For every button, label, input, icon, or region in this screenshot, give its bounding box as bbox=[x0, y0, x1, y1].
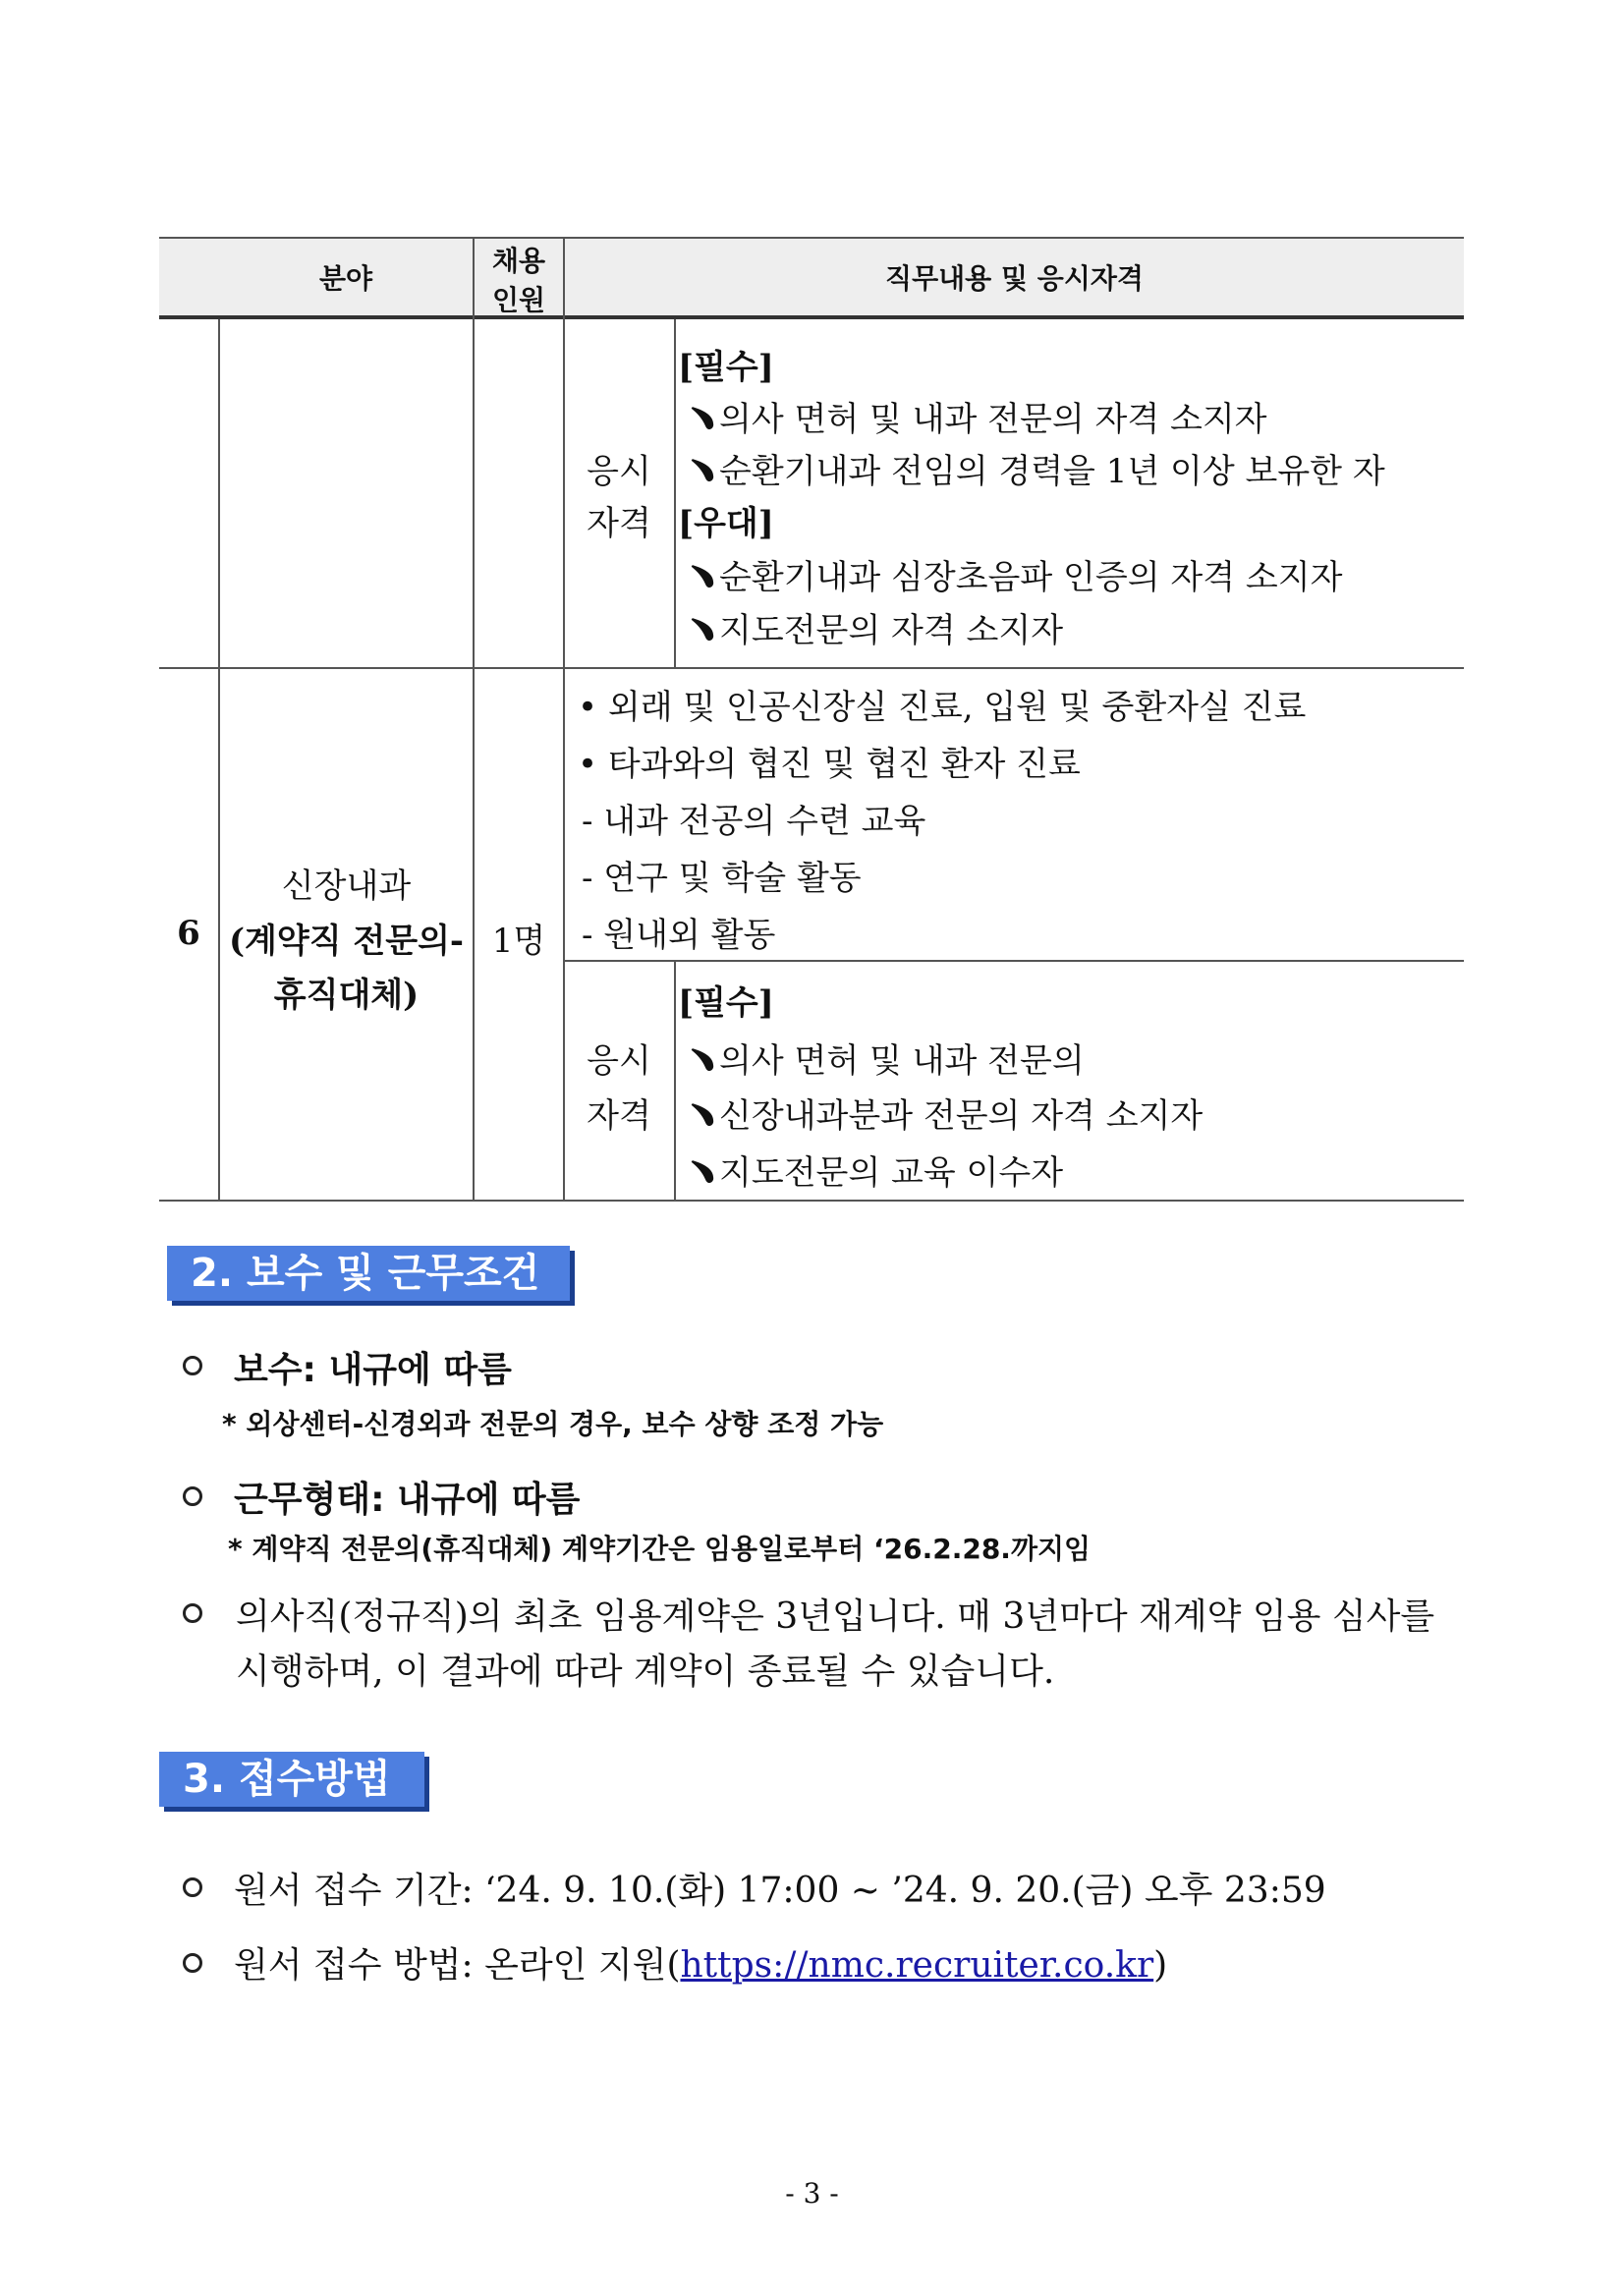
work-note: * 계약직 전문의(휴직대체) 계약기간은 임용일로부터 ‘26.2.28.까지임 bbox=[228, 1533, 1092, 1565]
method-item bbox=[234, 1937, 1167, 1988]
recruit-link[interactable]: https://nmc.recruiter.co.kr bbox=[680, 1945, 1154, 1986]
qual-line: ﹅순환기내과 심장초음파 인증의 자격 소지자 bbox=[686, 558, 1343, 597]
qual-label-row6-1: 응시 bbox=[587, 1041, 651, 1081]
qual-line: ﹅신장내과분과 전문의 자격 소지자 bbox=[686, 1096, 1204, 1136]
headcount: 1명 bbox=[491, 922, 546, 961]
row-number: 6 bbox=[177, 914, 200, 953]
col-divider-3 bbox=[563, 239, 565, 1202]
header-count-2: 인원 bbox=[491, 284, 546, 316]
field-name: 신장내과 bbox=[281, 867, 412, 906]
pay-note: * 외상센터-신경외과 전문의 경우, 보수 상향 조정 가능 bbox=[222, 1408, 884, 1440]
duty-item: • 외래 및 인공신장실 진료, 입원 및 중환자실 진료 bbox=[578, 688, 1307, 727]
circle-bullet-icon bbox=[183, 1486, 202, 1506]
contract-text-2: 시행하며, 이 결과에 따라 계약이 종료될 수 있습니다. bbox=[236, 1652, 1055, 1692]
circle-bullet-icon bbox=[183, 1603, 202, 1623]
qual-line: [필수] bbox=[678, 983, 774, 1023]
page-number: - 3 - bbox=[785, 2177, 839, 2210]
work-item: 근무형태: 내규에 따름 bbox=[234, 1480, 581, 1520]
circle-bullet-icon bbox=[183, 1877, 202, 1897]
duty-item: • 타과와의 협진 및 협진 환자 진료 bbox=[578, 745, 1081, 784]
qual-line: [필수] bbox=[678, 348, 774, 387]
circle-bullet-icon bbox=[183, 1953, 202, 1973]
field-type-2: 휴직대체) bbox=[273, 976, 420, 1015]
qual-line: ﹅의사 면허 및 내과 전문의 bbox=[686, 1041, 1085, 1081]
header-duties: 직무내용 및 응시자격 bbox=[885, 262, 1144, 295]
contract-text-1: 의사직(정규직)의 최초 임용계약은 3년입니다. 매 3년마다 재계약 임용 심사를 bbox=[236, 1596, 1435, 1637]
col-divider-1 bbox=[218, 319, 220, 1202]
table-top-rule bbox=[159, 237, 1464, 239]
qual-divider-row6 bbox=[674, 962, 676, 1202]
duty-item: - 원내외 활동 bbox=[582, 916, 776, 955]
pay-item: 보수: 내규에 따름 bbox=[234, 1350, 512, 1390]
section2-heading: 2. 보수 및 근무조건 bbox=[167, 1246, 570, 1301]
table-header-rule bbox=[159, 315, 1464, 319]
header-field: 분야 bbox=[318, 262, 373, 295]
qual-line: ﹅지도전문의 자격 소지자 bbox=[686, 611, 1064, 650]
period-item: 원서 접수 기간: ‘24. 9. 10.(화) 17:00 ~ ’24. 9. 20.(금) 오후 23:59 bbox=[234, 1871, 1326, 1911]
circle-bullet-icon bbox=[183, 1356, 202, 1375]
qual-line: ﹅순환기내과 전임의 경력을 1년 이상 보유한 자 bbox=[686, 452, 1385, 491]
col-divider-2 bbox=[473, 239, 475, 1202]
qual-label-row6-2: 자격 bbox=[587, 1096, 651, 1136]
qual-line: ﹅지도전문의 교육 이수자 bbox=[686, 1153, 1064, 1193]
method-prefix: 원서 접수 방법: 온라인 지원( bbox=[234, 1945, 681, 1986]
qual-line: [우대] bbox=[678, 504, 774, 543]
qual-label-prev-2: 자격 bbox=[587, 504, 651, 543]
duty-qual-divider bbox=[565, 960, 1464, 962]
header-count-1: 채용 bbox=[491, 245, 546, 277]
field-type: (계약직 전문의- bbox=[228, 922, 465, 961]
qual-label-prev-1: 응시 bbox=[587, 452, 651, 491]
method-suffix: ) bbox=[1153, 1945, 1168, 1986]
row-divider bbox=[159, 667, 1464, 669]
qual-line: ﹅의사 면허 및 내과 전문의 자격 소지자 bbox=[686, 400, 1267, 439]
section3-heading: 3. 접수방법 bbox=[159, 1752, 424, 1807]
qual-divider-prev bbox=[674, 319, 676, 669]
duty-item: - 내과 전공의 수련 교육 bbox=[582, 802, 926, 841]
table-bottom-rule bbox=[159, 1200, 1464, 1202]
duty-item: - 연구 및 학술 활동 bbox=[582, 859, 862, 898]
